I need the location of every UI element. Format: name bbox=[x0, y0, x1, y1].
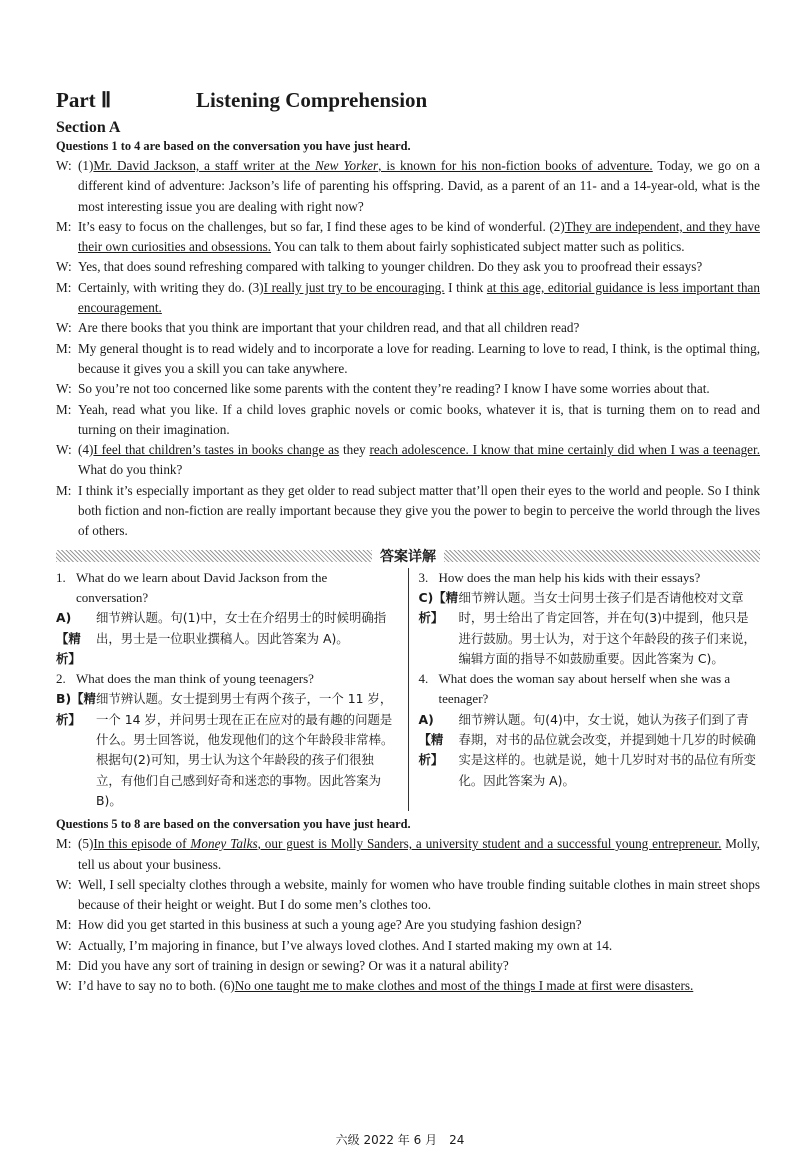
answer-key: C)【精析】 bbox=[418, 589, 459, 626]
dialogue-line bbox=[56, 834, 760, 875]
dialogue-line bbox=[56, 339, 760, 380]
text: they bbox=[339, 442, 370, 458]
dialogue-line bbox=[56, 875, 760, 916]
dialogue-line bbox=[56, 379, 760, 399]
dialogue-line bbox=[56, 257, 760, 277]
dialogue-line bbox=[56, 440, 760, 481]
underlined-text: , is known for his non-fiction books of adventure. bbox=[378, 158, 653, 173]
text: Yes, that does sound refreshing compared with talking to younger children. Do they ask you to proofread their essays? bbox=[78, 259, 703, 275]
question-text: What do we learn about David Jackson from the conversation? bbox=[76, 569, 328, 605]
dialogue-line bbox=[56, 956, 760, 976]
text: Today, we go on a different kind of adventure: Jackson’s life of parenting his offspring. David, as a parent of an 11- and a 14-year-old, what is the most interesting issue you are dealing with right now? bbox=[78, 158, 760, 214]
text: How did you get started in this business at such a young age? Are you studying fashion design? bbox=[78, 917, 582, 933]
speaker-m: M: bbox=[56, 482, 72, 498]
speaker-w: W: bbox=[56, 381, 72, 397]
text: Molly, tell us about your business. bbox=[78, 836, 760, 872]
underlined-text: reach adolescence. I know that mine certainly did when I was a teenager. bbox=[369, 442, 760, 458]
part-heading bbox=[56, 88, 760, 113]
speaker-w: W: bbox=[56, 158, 72, 173]
part-number: Part Ⅱ bbox=[56, 88, 112, 112]
underlined-text: I feel that children’s tastes in books change as bbox=[93, 442, 340, 458]
question-number: 3. bbox=[418, 569, 429, 585]
answer-explanation: 细节辨认题。女士提到男士有两个孩子，一个 11 岁，一个 14 岁，并问男士现在正在应对的最有趣的问题是什么。男士回答说，他发现他们的这个年龄段非常棒。根据句(2)可知，男士认为这个年龄段的孩子们很独立，有他们自己感到好奇和迷恋的事物。因此答案为 B)。 bbox=[96, 691, 394, 808]
magazine-title: New Yorker bbox=[315, 158, 379, 173]
text: Well, I sell specialty clothes through a website, mainly for women who have trouble finding suitable clothes in main street shops because of their height or weight. But I do some men’s clothes too. bbox=[78, 876, 760, 913]
text: What do you think? bbox=[78, 462, 183, 478]
text: I think bbox=[444, 279, 487, 295]
underlined-text: They are independent, and they have their own curiosities and obsessions. bbox=[78, 218, 760, 255]
text: So you’re not too concerned like some parents with the content they’re reading? I know I have some worries about that. bbox=[78, 381, 710, 397]
speaker-w: W: bbox=[56, 978, 72, 994]
banner-hatch-left bbox=[56, 550, 372, 562]
underlined-text: , our guest is Molly Sanders, a university student and a successful young entrepreneur. bbox=[257, 836, 722, 852]
question-number: 4. bbox=[418, 671, 429, 687]
answer-1 bbox=[56, 608, 398, 669]
answer-4 bbox=[419, 710, 761, 791]
text: My general thought is to read widely and to incorporate a love for reading. Learning to love to read, I think, is the optimal thing, because it gives you a skill you can take anywhere. bbox=[78, 340, 760, 376]
text: Certainly, with writing they do. (3) bbox=[78, 279, 264, 295]
dialogue-line bbox=[56, 278, 760, 319]
dialogue-line bbox=[56, 936, 760, 956]
text: (4) bbox=[78, 442, 94, 458]
underlined-text: I really just try to be encouraging. bbox=[263, 279, 445, 295]
part-title: Listening Comprehension bbox=[196, 88, 428, 112]
dialogue-line bbox=[56, 217, 760, 258]
underlined-text: In this episode of bbox=[93, 836, 191, 852]
questions-5-8-heading: Questions 5 to 8 are based on the conversation you have just heard. bbox=[56, 817, 411, 832]
speaker-m: M: bbox=[56, 401, 72, 417]
dialogue-line bbox=[56, 976, 760, 996]
underlined-text: at this age, editorial guidance is less important than encouragement. bbox=[78, 279, 760, 316]
speaker-w: W: bbox=[56, 259, 72, 275]
text: Actually, I’m majoring in finance, but I’ve always loved clothes. And I started making my own at 14. bbox=[78, 937, 613, 953]
answer-columns bbox=[56, 568, 760, 812]
speaker-m: M: bbox=[56, 340, 72, 356]
answer-3 bbox=[419, 588, 761, 669]
dialogue-line bbox=[56, 400, 760, 441]
speaker-m: M: bbox=[56, 279, 72, 295]
speaker-w: W: bbox=[56, 876, 72, 892]
question-text: What does the woman say about herself when she was a teenager? bbox=[438, 671, 731, 707]
text: I think it’s especially important as they get older to read subject matter that’ll open their eyes to the world and people. So I think both fiction and non-fiction are really important because they give you the power to begin to perceive the world through the lives of others. bbox=[78, 482, 760, 539]
answer-column-left bbox=[56, 568, 409, 812]
speaker-m: M: bbox=[56, 218, 72, 234]
dialogue-line bbox=[56, 318, 760, 338]
answer-2 bbox=[56, 689, 398, 811]
answer-explanation: 细节辨认题。句(1)中，女士在介绍男士的时候明确指出，男士是一位职业撰稿人。因此答案为 A)。 bbox=[96, 610, 387, 646]
questions-1-4-heading: Questions 1 to 4 are based on the conversation you have just heard. bbox=[56, 139, 411, 153]
text: I’d have to say no to both. (6) bbox=[78, 978, 235, 994]
speaker-m: M: bbox=[56, 957, 72, 973]
question-1 bbox=[56, 568, 398, 609]
underlined-text: Mr. David Jackson, a staff writer at the bbox=[93, 158, 316, 173]
speaker-w: W: bbox=[56, 937, 72, 953]
speaker-w: W: bbox=[56, 442, 72, 458]
answer-banner-label: 答案详解 bbox=[380, 548, 436, 565]
question-number: 1. bbox=[56, 569, 66, 585]
answer-key: A)【精析】 bbox=[56, 610, 81, 666]
question-4 bbox=[419, 669, 761, 710]
answer-column-right bbox=[409, 568, 761, 812]
show-title: Money Talks bbox=[190, 836, 258, 852]
speaker-m: M: bbox=[56, 917, 72, 933]
dialogue-line bbox=[56, 481, 760, 542]
answer-key: B)【精析】 bbox=[56, 691, 96, 727]
answer-banner bbox=[56, 548, 760, 564]
text: Are there books that you think are important that your children read, and that all children read? bbox=[78, 320, 580, 336]
question-2 bbox=[56, 669, 398, 689]
text: Yeah, read what you like. If a child loves graphic novels or comic books, whatever it is, that is turning them on to read and turning on their imagination. bbox=[78, 401, 760, 437]
text: Did you have any sort of training in design or sewing? Or was it a natural ability? bbox=[78, 957, 509, 973]
answer-explanation: 细节辨认题。句(4)中，女士说，她认为孩子们到了青春期，对书的品位就会改变，并提到她十几岁的时候确实是这样的。也就是说，她十几岁时对书的品位有所变化。因此答案为 A)。 bbox=[458, 711, 756, 788]
banner-hatch-right bbox=[444, 550, 760, 562]
question-text: What does the man think of young teenagers? bbox=[76, 671, 314, 687]
question-3 bbox=[419, 568, 761, 588]
text: You can talk to them about fairly sophisticated subject matter such as politics. bbox=[271, 239, 685, 255]
question-number: 2. bbox=[56, 671, 66, 687]
page-footer: 六级 2022 年 6 月 24 bbox=[335, 1133, 465, 1147]
text: (1) bbox=[78, 158, 94, 173]
text: It’s easy to focus on the challenges, but so far, I find these ages to be kind of wonderful. (2) bbox=[78, 218, 565, 234]
answer-explanation: 细节辨认题。当女士问男士孩子们是否请他校对文章时，男士给出了肯定回答，并在句(3)中提到，他只是进行鼓励。男士认为，对于这个年龄段的孩子们来说，编辑方面的指导不如鼓励重要。因此答案为 C)。 bbox=[458, 589, 756, 666]
dialogue-line bbox=[56, 156, 760, 217]
text: (5) bbox=[78, 836, 94, 852]
question-text: How does the man help his kids with their essays? bbox=[438, 569, 701, 585]
speaker-m: M: bbox=[56, 836, 72, 852]
underlined-text: No one taught me to make clothes and most of the things I made at first were disasters. bbox=[234, 978, 694, 994]
speaker-w: W: bbox=[56, 320, 72, 336]
section-title: Section A bbox=[56, 119, 121, 136]
answer-key: A)【精析】 bbox=[418, 711, 444, 768]
dialogue-line bbox=[56, 915, 760, 935]
